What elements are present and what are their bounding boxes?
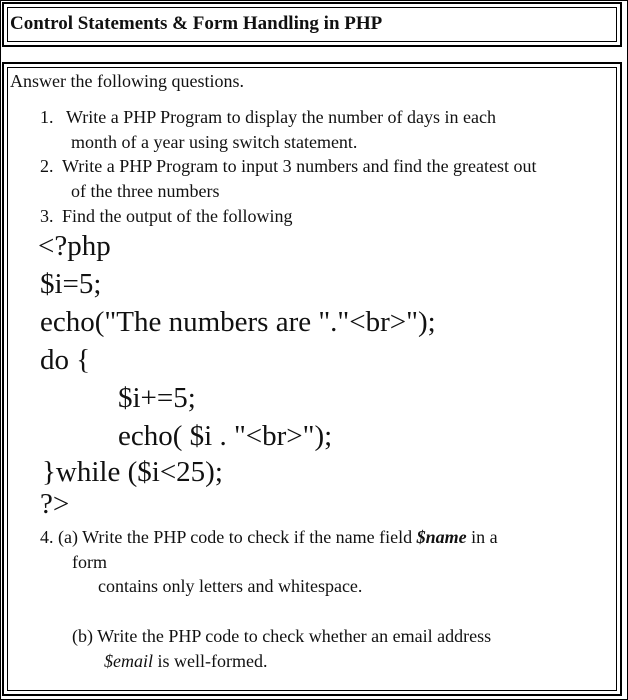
q2-number: 2. <box>40 156 54 176</box>
code-line-1: <?php <box>38 230 111 262</box>
q4b-suffix: is well-formed. <box>153 651 268 671</box>
q4b-line1: (b) Write the PHP code to check whether an email address <box>72 626 492 646</box>
q4a-line3: contains only letters and whitespace. <box>98 576 363 596</box>
q1-line1: Write a PHP Program to display the number of days in each <box>66 107 497 127</box>
q4a-suffix: in a <box>466 527 498 547</box>
code-line-3: echo("The numbers are "."<br>"); <box>40 306 436 338</box>
q1-line2: month of a year using switch statement. <box>71 132 358 152</box>
q2-line1: Write a PHP Program to input 3 numbers and find the greatest out <box>62 156 537 176</box>
q4b-line2 <box>104 651 267 672</box>
q2-line2: of the three numbers <box>71 181 220 201</box>
q4a-prefix: 4. (a) Write the PHP code to check if the name field <box>40 527 417 547</box>
title-box <box>2 2 622 47</box>
intro-text: Answer the following questions. <box>10 71 244 91</box>
code-line-4: do { <box>40 344 91 376</box>
q4a-line2: form <box>72 552 107 572</box>
code-line-2: $i=5; <box>40 268 102 300</box>
page-title: Control Statements & Form Handling in PHP <box>10 13 383 34</box>
code-line-8: ?> <box>40 488 70 520</box>
q3-line1: Find the output of the following <box>62 206 293 226</box>
q4a-var-name: $name <box>416 527 467 547</box>
q4a-line1 <box>40 527 498 548</box>
q4b-var-email: $email <box>104 651 153 671</box>
q1-number: 1. <box>40 107 54 127</box>
code-line-5: $i+=5; <box>118 382 196 414</box>
code-line-6: echo( $i . "<br>"); <box>118 420 333 452</box>
code-line-7: }while ($i<25); <box>42 456 223 488</box>
q3-number: 3. <box>40 206 54 226</box>
